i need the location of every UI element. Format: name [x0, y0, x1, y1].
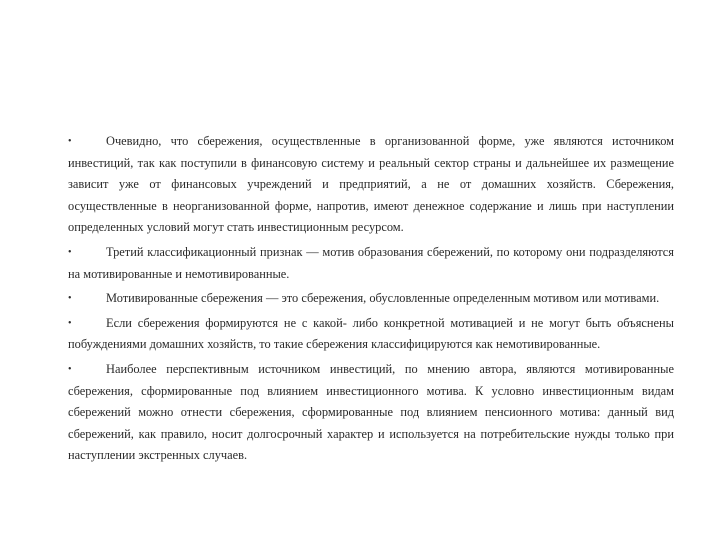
paragraph-4: [68, 313, 674, 356]
paragraph-5: [68, 359, 674, 467]
paragraph-text: Мотивированные сбережения — это сбережения, обусловленные определенным мотивом или мотивами.: [106, 291, 660, 306]
bullet-marker: •: [68, 317, 72, 329]
bullet-marker: •: [68, 246, 72, 258]
paragraph-text: Наиболее перспективным источником инвестиций, по мнению автора, являются мотивированные сбережения, сформированные под влиянием инвестиционного мотива. К условно инвестиционным видам сбережений можно отнести сбережения, сформированные под влиянием пенсионного мотива: данный вид сбережений, как правило, носит долгосрочный характер и используется на потребительские нужды только при наступлении экстренных случаев.: [68, 361, 674, 463]
paragraph-text: Если сбережения формируются не с какой- либо конкретной мотивацией и не могут быть объяснены побуждениями домашних хозяйств, то такие сбережения классифицируются как немотивированные.: [68, 315, 674, 352]
bullet-marker: •: [68, 293, 72, 305]
document-body: [68, 131, 674, 470]
paragraph-text: Третий классификационный признак — мотив образования сбережений, по которому они подразделяются на мотивированные и немотивированные.: [68, 244, 674, 281]
paragraph-1: [68, 131, 674, 239]
bullet-marker: •: [68, 363, 72, 375]
paragraph-text: Очевидно, что сбережения, осуществленные в организованной форме, уже являются источником инвестиций, так как поступили в финансовую систему и реальный сектор страны и дальнейшее их размещение зависит уже от финансовых учреждений и предприятий, а не от домашних хозяйств. Сбережения, осуществленные в неорганизованной форме, напротив, имеют денежное содержание и лишь при наступлении определенных условий могут стать инвестиционным ресурсом.: [68, 134, 674, 235]
paragraph-3: [68, 288, 674, 310]
bullet-marker: •: [68, 136, 72, 147]
paragraph-2: [68, 242, 674, 285]
